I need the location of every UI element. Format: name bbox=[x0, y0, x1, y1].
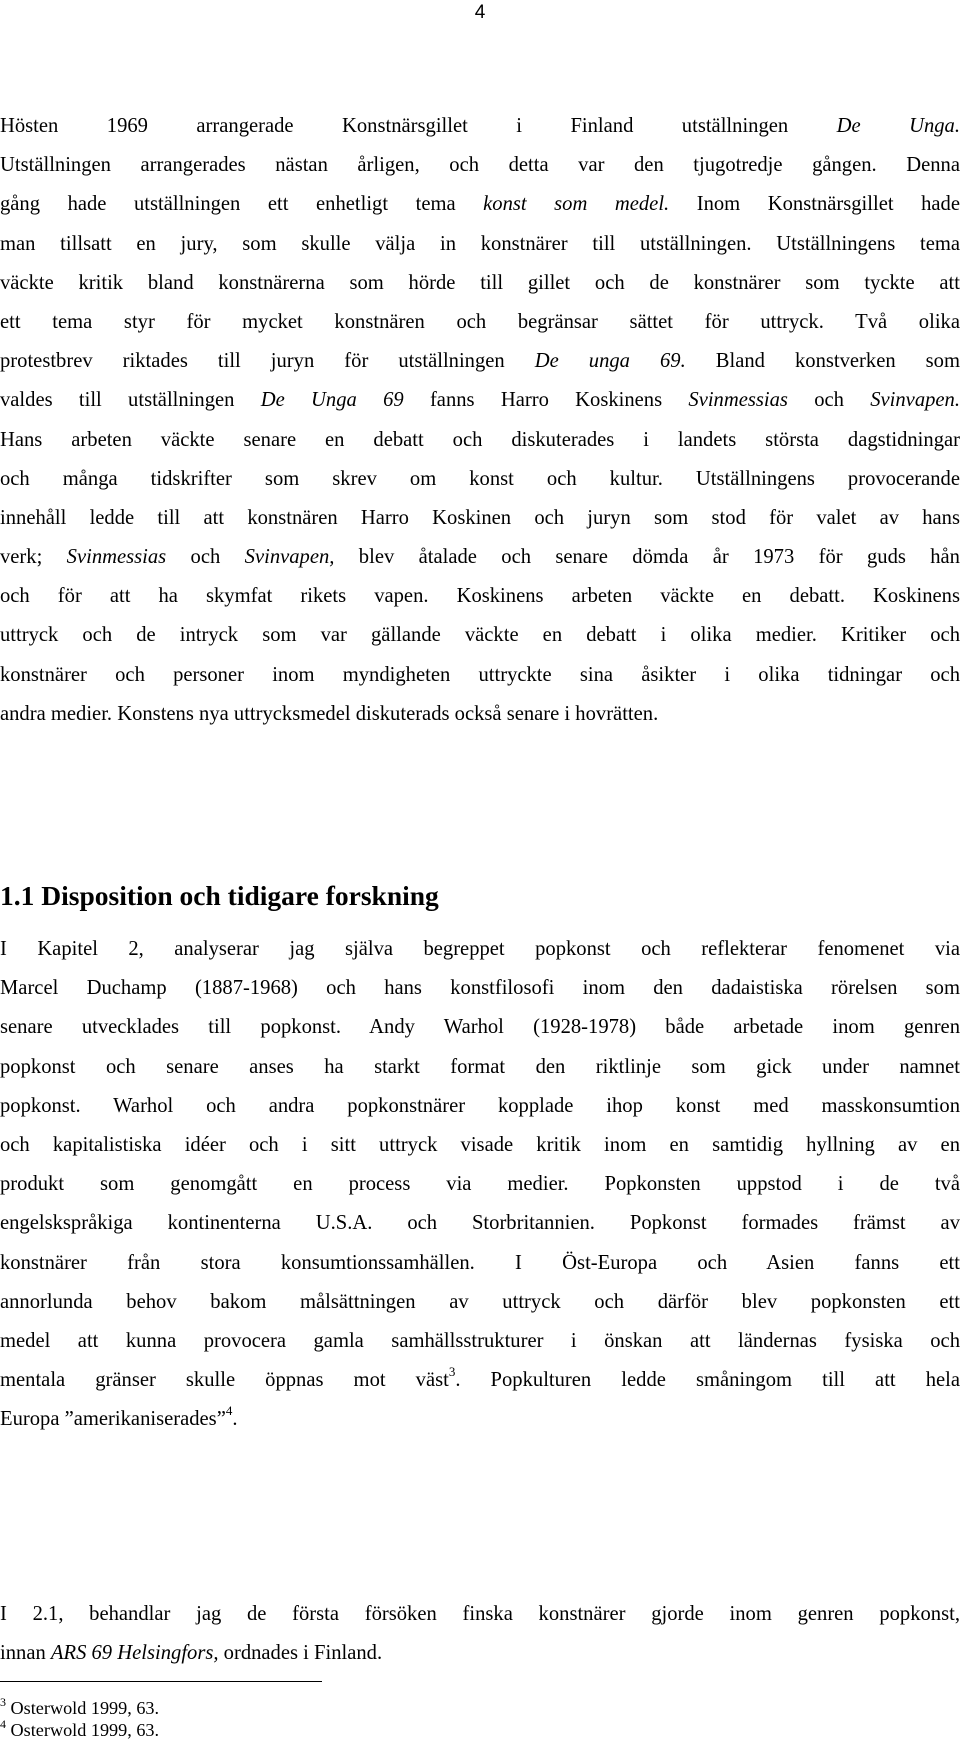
footnote-4 bbox=[0, 1716, 160, 1741]
text-line bbox=[0, 1283, 960, 1322]
italic-text: De Unga. bbox=[836, 115, 960, 137]
text-segment: och för att ha skymfat rikets vapen. Koskinens arbeten väckte en debatt. Koskinens bbox=[0, 585, 960, 608]
italic-text: Svinmessias bbox=[66, 546, 167, 569]
text-segment: Utställningen arrangerades nästan årligen, och detta var den tjugotredje gången. Denna bbox=[0, 154, 960, 177]
italic-text: konst som medel. bbox=[483, 193, 670, 216]
text-line bbox=[0, 460, 960, 499]
text-segment: andra medier. Konstens nya uttrycksmedel diskuterads också senare i hovrätten. bbox=[0, 702, 659, 725]
text-line bbox=[0, 969, 960, 1008]
text-segment: Europa ”amerikaniserades” bbox=[0, 1408, 226, 1431]
text-segment: innehåll ledde till att konstnären Harro Koskinen och juryn som stod för valet av hans bbox=[0, 506, 960, 529]
text-segment: blev åtalade och senare dömda år 1973 för guds hån bbox=[334, 546, 960, 569]
text-line bbox=[0, 538, 960, 577]
footnote-text: Osterwold 1999, 63. bbox=[6, 1698, 160, 1718]
text-segment: väckte kritik bland konstnärerna som hörde till gillet och de konstnärer som tyckte att bbox=[0, 271, 960, 294]
text-line bbox=[0, 303, 960, 342]
text-segment: medel att kunna provocera gamla samhällsstrukturer i önskan att ländernas fysiska och bbox=[0, 1329, 960, 1352]
text-segment: valdes till utställningen bbox=[0, 389, 261, 412]
text-line bbox=[0, 616, 960, 655]
italic-text: Svinvapen. bbox=[870, 389, 960, 412]
text-line bbox=[0, 107, 960, 146]
text-segment: fanns Harro Koskinens bbox=[403, 389, 689, 412]
text-segment: popkonst och senare anses ha starkt format den riktlinje som gick under namnet bbox=[0, 1055, 960, 1078]
text-segment: mentala gränser skulle öppnas mot väst bbox=[0, 1369, 449, 1392]
footnote-marker: 3 bbox=[0, 1694, 6, 1709]
italic-text: De Unga 69 bbox=[260, 389, 404, 412]
text-segment: innan bbox=[0, 1642, 51, 1665]
text-segment: och många tidskrifter som skrev om konst och kultur. Utställningens provocerande bbox=[0, 467, 960, 490]
text-line bbox=[0, 1087, 960, 1126]
text-segment: ordnades i Finland. bbox=[218, 1642, 383, 1665]
text-line bbox=[0, 695, 960, 734]
footnote-reference: 4 bbox=[225, 1403, 233, 1419]
text-segment: och kapitalistiska idéer och i sitt uttryck visade kritik inom en samtidig hyllning av en bbox=[0, 1133, 960, 1156]
text-line bbox=[0, 1008, 960, 1047]
text-segment: produkt som genomgått en process via medier. Popkonsten uppstod i de två bbox=[0, 1173, 960, 1196]
footnote-text: Osterwold 1999, 63. bbox=[6, 1720, 160, 1740]
footnote-reference: 3 bbox=[448, 1364, 456, 1380]
text-segment: popkonst. Warhol och andra popkonstnärer kopplade ihop konst med masskonsumtion bbox=[0, 1094, 960, 1117]
footnote-3 bbox=[0, 1694, 160, 1719]
italic-text: Svinmessias bbox=[688, 389, 788, 412]
text-segment: . bbox=[232, 1408, 238, 1431]
text-segment: protestbrev riktades till juryn för utställningen bbox=[0, 350, 535, 373]
footnote-separator bbox=[0, 1681, 322, 1682]
text-line bbox=[0, 342, 960, 381]
text-line bbox=[0, 225, 960, 264]
section-heading bbox=[0, 878, 439, 914]
text-line bbox=[0, 421, 960, 460]
text-line bbox=[0, 1400, 960, 1439]
text-segment: och bbox=[166, 546, 245, 569]
text-line bbox=[0, 1634, 960, 1673]
text-line bbox=[0, 1165, 960, 1204]
text-line bbox=[0, 1204, 960, 1243]
text-segment: verk; bbox=[0, 546, 67, 569]
text-segment: Hösten 1969 arrangerade Konstnärsgillet i Finland utställningen bbox=[0, 115, 837, 137]
text-segment: ett tema styr för mycket konstnären och begränsar sättet för uttryck. Två olika bbox=[0, 310, 960, 333]
text-line bbox=[0, 146, 960, 185]
section-number: 1.1 bbox=[0, 880, 35, 911]
text-segment: I 2.1, behandlar jag de första försöken finska konstnärer gjorde inom genren popkonst, bbox=[0, 1603, 960, 1625]
text-line bbox=[0, 656, 960, 695]
text-segment: annorlunda behov bakom målsättningen av uttryck och därför blev popkonsten ett bbox=[0, 1290, 960, 1313]
text-segment: man tillsatt en jury, som skulle välja in konstnärer till utställningen. Utställningens tema bbox=[0, 232, 960, 255]
text-line bbox=[0, 1595, 960, 1634]
paragraph-disposition bbox=[0, 930, 960, 1439]
text-line bbox=[0, 930, 960, 969]
text-segment: Marcel Duchamp (1887-1968) och hans konstfilosofi inom den dadaistiska rörelsen som bbox=[0, 977, 960, 1000]
text-segment: . Popkulturen ledde småningom till att hela bbox=[455, 1369, 960, 1392]
text-segment: och bbox=[787, 389, 871, 412]
page-number: 4 bbox=[474, 2, 486, 23]
italic-text: ARS 69 Helsingfors, bbox=[50, 1642, 219, 1665]
text-segment: senare utvecklades till popkonst. Andy Warhol (1928-1978) både arbetade inom genren bbox=[0, 1016, 960, 1039]
text-segment: konstnärer och personer inom myndigheten uttryckte sina åsikter i olika tidningar och bbox=[0, 663, 960, 686]
section-title: Disposition och tidigare forskning bbox=[41, 880, 439, 911]
text-line bbox=[0, 185, 960, 224]
text-line bbox=[0, 1244, 960, 1283]
text-segment: konstnärer från stora konsumtionssamhällen. I Öst-Europa och Asien fanns ett bbox=[0, 1251, 960, 1274]
paragraph-chapter-2-1 bbox=[0, 1595, 960, 1673]
text-line bbox=[0, 381, 960, 420]
text-segment: Hans arbeten väckte senare en debatt och diskuterades i landets största dagstidningar bbox=[0, 428, 960, 451]
text-line bbox=[0, 1361, 960, 1400]
text-line bbox=[0, 577, 960, 616]
text-line bbox=[0, 1048, 960, 1087]
footnote-marker: 4 bbox=[0, 1716, 6, 1731]
italic-text: Svinvapen, bbox=[244, 546, 335, 569]
text-segment: Bland konstverken som bbox=[685, 350, 960, 373]
text-segment: gång hade utställningen ett enhetligt tema bbox=[0, 193, 484, 216]
text-segment: uttryck och de intryck som var gällande väckte en debatt i olika medier. Kritiker och bbox=[0, 624, 960, 647]
text-line bbox=[0, 1126, 960, 1165]
text-line bbox=[0, 1322, 960, 1361]
italic-text: De unga 69. bbox=[534, 350, 686, 373]
paragraph-intro bbox=[0, 107, 960, 734]
text-segment: engelskspråkiga kontinenterna U.S.A. och Storbritannien. Popkonst formades främst av bbox=[0, 1212, 960, 1235]
text-segment: Inom Konstnärsgillet hade bbox=[669, 193, 960, 216]
text-line bbox=[0, 499, 960, 538]
text-segment: I Kapitel 2, analyserar jag själva begreppet popkonst och reflekterar fenomenet via bbox=[0, 938, 960, 960]
text-line bbox=[0, 264, 960, 303]
